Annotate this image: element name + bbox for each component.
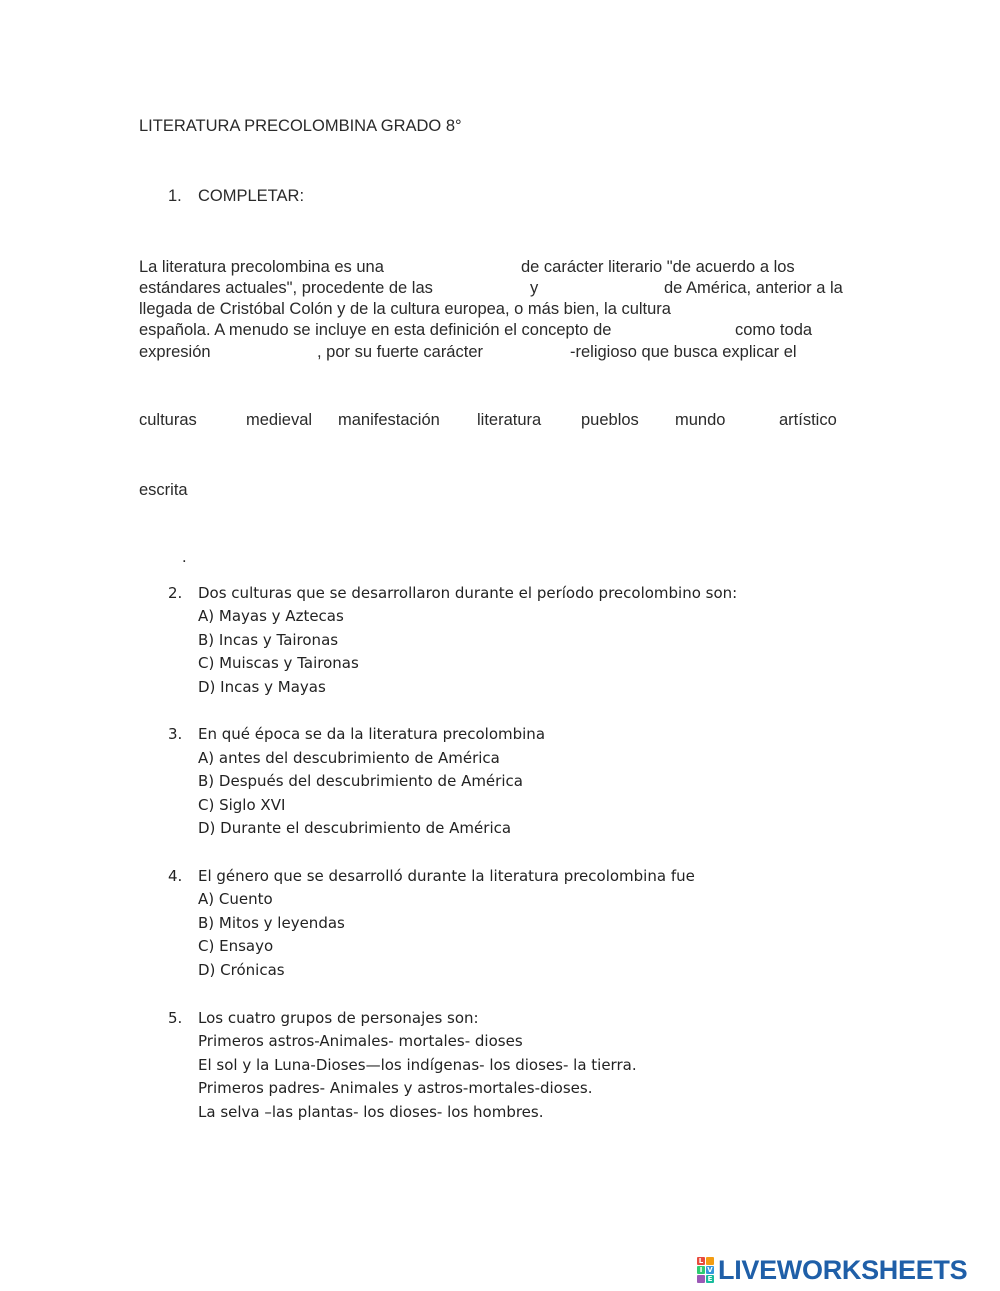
section-number: 1. bbox=[168, 187, 182, 205]
paragraph-text: de carácter literario "de acuerdo a los bbox=[521, 258, 795, 276]
answer-option[interactable]: Primeros padres- Animales y astros-mortales-dioses. bbox=[198, 1079, 593, 1097]
answer-option[interactable]: B) Incas y Taironas bbox=[198, 631, 339, 649]
paragraph-text: llegada de Cristóbal Colón y de la cultura europea, o más bien, la cultura bbox=[139, 300, 671, 318]
liveworksheets-logo-icon: L I V E bbox=[698, 1257, 713, 1283]
answer-option[interactable]: D) Durante el descubrimiento de América bbox=[198, 819, 512, 837]
paragraph-text: La literatura precolombina es una bbox=[139, 258, 384, 276]
word-bank-item[interactable]: medieval bbox=[246, 411, 313, 429]
blank-4[interactable] bbox=[636, 319, 728, 339]
answer-option[interactable]: A) antes del descubrimiento de América bbox=[198, 749, 500, 767]
answer-option[interactable]: C) Siglo XVI bbox=[198, 796, 286, 814]
word-bank-item[interactable]: manifestación bbox=[338, 411, 440, 429]
answer-option[interactable]: La selva –las plantas- los dioses- los hombres. bbox=[198, 1103, 544, 1121]
blank-3[interactable] bbox=[545, 277, 655, 297]
question-text: En qué época se da la literatura precolombina bbox=[198, 725, 546, 743]
word-bank-item[interactable]: culturas bbox=[139, 411, 197, 429]
answer-option[interactable]: El sol y la Luna-Dioses—los indígenas- los dioses- la tierra. bbox=[198, 1056, 637, 1074]
page-title: LITERATURA PRECOLOMBINA GRADO 8° bbox=[139, 117, 462, 135]
paragraph-text: estándares actuales", procedente de las bbox=[139, 279, 433, 297]
question-number: 4. bbox=[168, 867, 183, 885]
answer-option[interactable]: A) Mayas y Aztecas bbox=[198, 607, 344, 625]
answer-option[interactable]: A) Cuento bbox=[198, 890, 273, 908]
question-number: 2. bbox=[168, 584, 183, 602]
blank-5[interactable] bbox=[218, 341, 312, 361]
paragraph-text: española. A menudo se incluye en esta definición el concepto de bbox=[139, 321, 612, 339]
question-text: Dos culturas que se desarrollaron durante el período precolombino son: bbox=[198, 584, 738, 602]
answer-option[interactable]: B) Mitos y leyendas bbox=[198, 914, 345, 932]
question-text: Los cuatro grupos de personajes son: bbox=[198, 1009, 479, 1027]
answer-option[interactable]: Primeros astros-Animales- mortales- dioses bbox=[198, 1032, 523, 1050]
question-number: 5. bbox=[168, 1009, 183, 1027]
answer-option[interactable]: C) Muiscas y Taironas bbox=[198, 654, 359, 672]
liveworksheets-logo[interactable] bbox=[697, 1255, 967, 1285]
paragraph-text: de América, anterior a la bbox=[664, 279, 843, 297]
blank-2[interactable] bbox=[448, 277, 524, 297]
question-number: 3. bbox=[168, 725, 183, 743]
word-bank-item[interactable]: escrita bbox=[139, 481, 188, 499]
stray-dot: . bbox=[182, 548, 187, 566]
answer-option[interactable]: D) Crónicas bbox=[198, 961, 285, 979]
blank-6[interactable] bbox=[496, 341, 566, 361]
word-bank-item[interactable]: pueblos bbox=[581, 411, 639, 429]
paragraph-text: y bbox=[530, 279, 539, 297]
brand-name: LIVEWORKSHEETS bbox=[718, 1254, 968, 1285]
blank-1[interactable] bbox=[395, 256, 513, 276]
word-bank-item[interactable]: artístico bbox=[779, 411, 837, 429]
paragraph-text: -religioso que busca explicar el bbox=[570, 343, 797, 361]
word-bank-item[interactable]: literatura bbox=[477, 411, 542, 429]
section-heading: COMPLETAR: bbox=[198, 187, 305, 205]
paragraph-text: como toda bbox=[735, 321, 813, 339]
answer-option[interactable]: C) Ensayo bbox=[198, 937, 274, 955]
answer-option[interactable]: D) Incas y Mayas bbox=[198, 678, 326, 696]
word-bank-item[interactable]: mundo bbox=[675, 411, 726, 429]
question-text: El género que se desarrolló durante la literatura precolombina fue bbox=[198, 867, 695, 885]
paragraph-text: expresión bbox=[139, 343, 211, 361]
answer-option[interactable]: B) Después del descubrimiento de América bbox=[198, 772, 523, 790]
paragraph-text: , por su fuerte carácter bbox=[317, 343, 483, 361]
